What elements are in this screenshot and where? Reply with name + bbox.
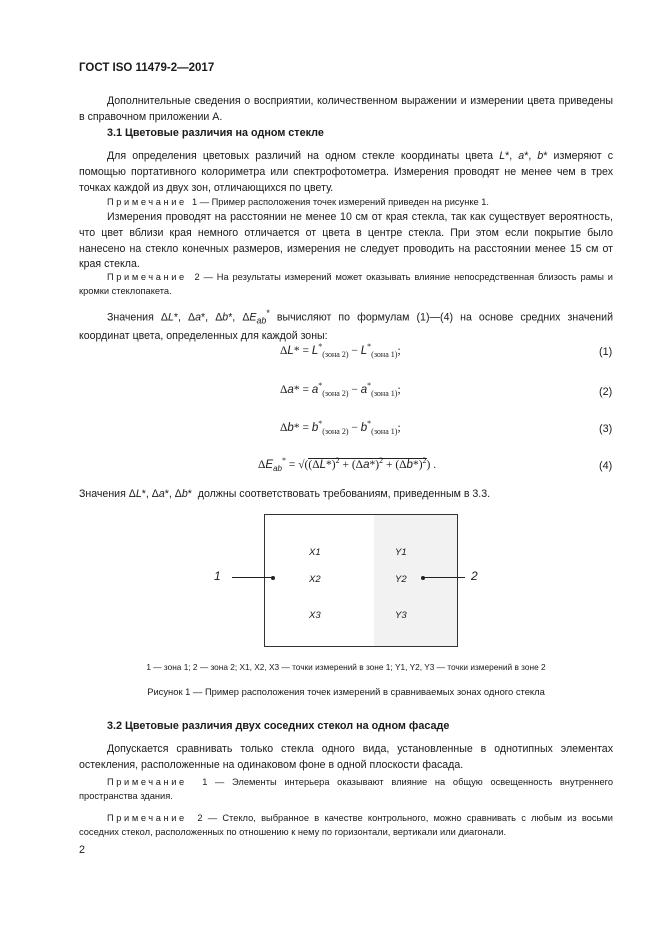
- zone-2-area: [374, 515, 457, 646]
- p3-end: вычисляют по формулам (1)—(4) на основе средних значений координат цвета, определенных для каждой зоны:: [79, 311, 613, 343]
- p3-start: Значения: [107, 311, 161, 324]
- figure-1-glass-pane: [264, 514, 458, 647]
- formula-3-number: (3): [599, 423, 613, 435]
- point-y3: Y3: [395, 610, 407, 621]
- section-3-1-paragraph-1: Для определения цветовых различий на одном стекле координаты цвета L*, a*, b* измеряют с помощью портативного колориметра или спектрофотометра. Измерения проводят не менее чем в трех точках каждой из двух зон, отличающихся по цвету.: [79, 150, 614, 194]
- formula-1: $\Delta L* = L^*_{(зона 2)} - L^*_{(зона 1)}$;: [280, 342, 401, 360]
- section-3-1-paragraph-2: Измерения проводят на расстоянии не менее 10 см от края стекла, так как существует вероятность, что цвет вблизи края немного отличается от цвета в центре стекла. При этом если покрытие было нанесено на стекло конечных размеров, измерения не следует проводить на расстоянии менее 15 см от края стекла.: [79, 211, 613, 271]
- section-3-1-paragraph-4: Значения ΔL*, Δa*, Δb* должны соответствовать требованиям, приведенным в 3.3.: [79, 488, 491, 500]
- section-3-1-heading: 3.1 Цветовые различия на одном стекле: [107, 127, 324, 139]
- section-3-1-note-1: [79, 195, 613, 209]
- zone-2-label: (зона 2): [322, 427, 349, 437]
- figure-1-legend: 1 — зона 1; 2 — зона 2; X1, X2, X3 — точки измерений в зоне 1; Y1, Y2, Y3 — точки измерений в зоне 2: [146, 662, 546, 672]
- document-header: ГОСТ ISO 11479-2—2017: [79, 62, 215, 74]
- intro-paragraph: Дополнительные сведения о восприятии, количественном выражении и измерении цвета приведены в справочном приложении А.: [79, 95, 613, 123]
- callout-2: 2: [471, 569, 478, 583]
- zone-1-label: (зона 1): [371, 427, 398, 437]
- note-label: Примечание: [107, 813, 187, 823]
- callout-2-line: [423, 577, 465, 578]
- section-3-2-heading: 3.2 Цветовые различия двух соседних стекол на одном фасаде: [107, 720, 450, 732]
- formula-2-number: (2): [599, 386, 613, 398]
- p4-start: Значения: [79, 488, 129, 500]
- zone-1-label: (зона 1): [371, 389, 398, 399]
- section-3-2-note-1: [79, 775, 613, 803]
- section-3-1-paragraph-3: Значения ΔL*, Δa*, Δb*, $\Delta E_{ab}^*$ вычисляют по формулам (1)—(4) на основе средних значений координат цвета, определенных для каждой зоны:: [79, 308, 613, 343]
- note-text: 2 — Стекло, выбранное в качестве контрольного, можно сравнивать с любым из восьми соседних стекол, расположенных по отношению к нему по горизонтали, вертикали или диагонали.: [79, 813, 613, 838]
- formula-4-number: (4): [599, 460, 613, 472]
- p1-end: измеряют с помощью портативного колориметра или спектрофотометра. Измерения проводят не менее чем в трех точках каждой из двух зон, отличающихся по цвету.: [79, 150, 614, 194]
- point-x3: X3: [309, 610, 321, 621]
- page-number: 2: [79, 844, 86, 856]
- section-3-1-note-2: [79, 270, 613, 298]
- note-text: 1 — Пример расположения точек измерений приведен на рисунке 1.: [191, 197, 490, 207]
- zone-2-label: (зона 2): [322, 389, 349, 399]
- point-x2: X2: [309, 574, 321, 585]
- note-label: Примечание: [107, 272, 187, 282]
- point-y2: Y2: [395, 574, 407, 585]
- callout-1: 1: [214, 569, 221, 583]
- formula-4: $\Delta E_{ab}^* = √((\Delta L*)^2 + (\Delta a*)^2 + (\Delta b*)^2)$ .: [258, 456, 437, 474]
- p1-start: Для определения цветовых различий на одном стекле координаты цвета: [107, 150, 500, 162]
- zone-2-label: (зона 2): [322, 350, 349, 360]
- note-text: 1 — Элементы интерьера оказывают влияние на общую освещенность внутреннего пространства здания.: [79, 777, 613, 802]
- zone-1-label: (зона 1): [371, 350, 398, 360]
- point-y1: Y1: [395, 547, 407, 558]
- formula-3: $\Delta b* = b^*_{(зона 2)} - b^*_{(зона 1)}$;: [280, 419, 401, 437]
- formula-1-number: (1): [599, 346, 613, 358]
- section-3-2-note-2: [79, 811, 613, 839]
- note-label: Примечание: [107, 197, 187, 207]
- p4-end: должны соответствовать требованиям, приведенным в 3.3.: [194, 488, 491, 500]
- point-x1: X1: [309, 547, 321, 558]
- callout-1-line: [232, 577, 274, 578]
- section-3-2-paragraph-1: Допускается сравнивать только стекла одного вида, установленные в однотипных элементах остекления, расположенные на одинаковом фоне в одной плоскости фасада.: [79, 743, 613, 771]
- figure-1-caption: Рисунок 1 — Пример расположения точек измерений в сравниваемых зонах одного стекла: [147, 686, 545, 697]
- note-text: 2 — На результаты измерений может оказывать влияние непосредственная близость рамы и кромки стеклопакета.: [79, 272, 613, 297]
- note-label: Примечание: [107, 777, 187, 787]
- formula-2: $\Delta a* = a^*_{(зона 2)} - a^*_{(зона 1)}$;: [280, 381, 401, 399]
